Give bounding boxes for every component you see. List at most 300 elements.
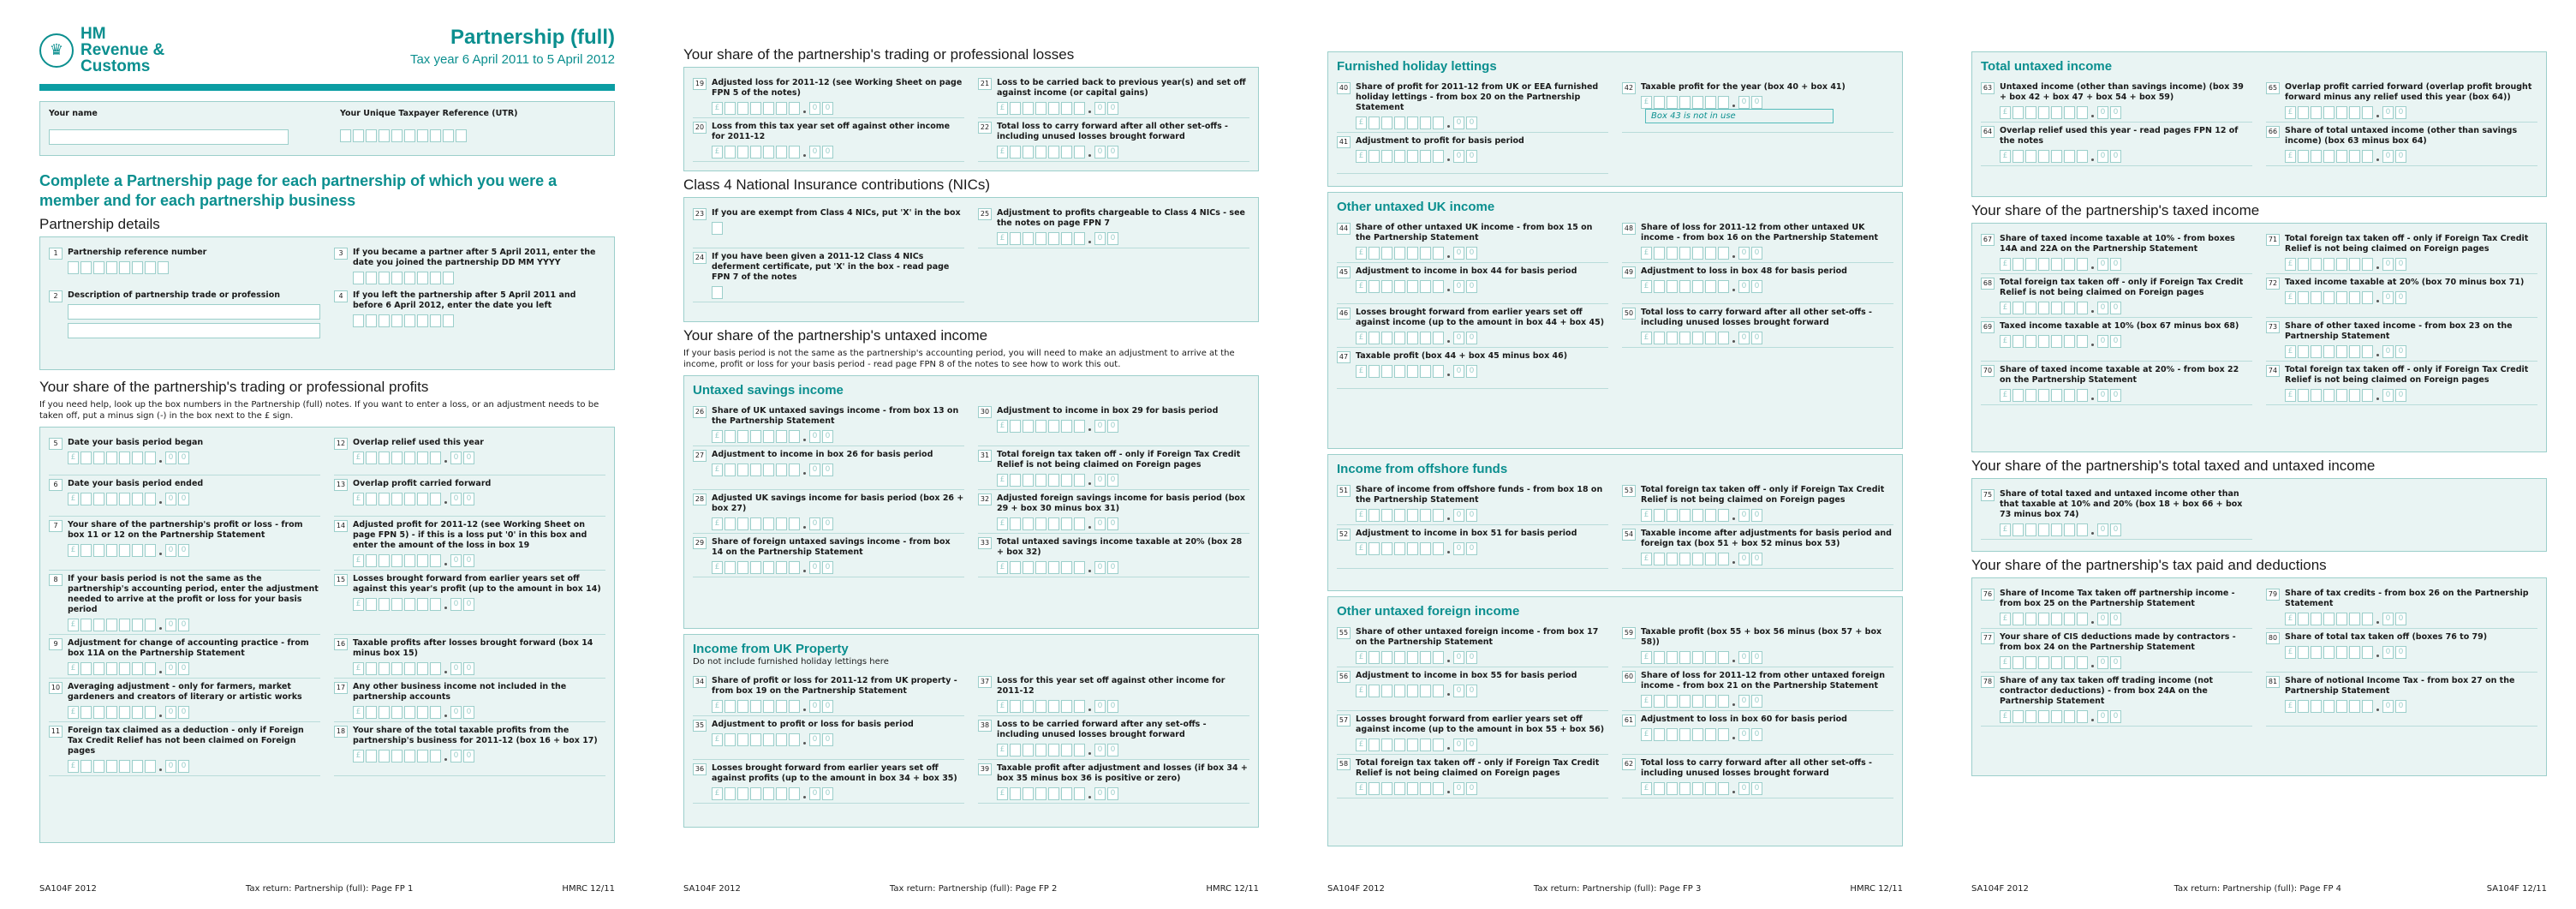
- box-number: 31: [978, 450, 992, 462]
- form-box-70: [1981, 362, 2252, 405]
- amount-input[interactable]: £ 0 0: [2000, 523, 2252, 536]
- form-box-63: [1981, 79, 2252, 123]
- form-box-60: [1622, 667, 1893, 711]
- form-box-37: [978, 673, 1249, 716]
- form-box-67: [1981, 230, 2252, 274]
- footer-left: SA104F 2012: [39, 884, 97, 894]
- amount-input[interactable]: £ 0 0: [2000, 656, 2252, 669]
- box-number: 6: [49, 479, 63, 491]
- amount-input[interactable]: £ 0 0: [68, 706, 320, 719]
- amount-input[interactable]: £ 0 0: [1641, 728, 1847, 741]
- box-number: 37: [978, 676, 992, 688]
- box-label: Total untaxed savings income taxable at 20% (box 28 + box 32): [997, 537, 1243, 557]
- amount-input[interactable]: £ 0 0: [997, 787, 1249, 800]
- box-number: 16: [334, 638, 348, 650]
- amount-input[interactable]: £ 0 0: [353, 452, 484, 464]
- offshore-heading: Income from offshore funds: [1337, 462, 1508, 476]
- amount-input[interactable]: £ 0 0: [712, 733, 914, 746]
- form-box-16: [334, 635, 605, 679]
- box-number: 15: [334, 574, 348, 586]
- box-number: 69: [1981, 321, 1995, 333]
- logo-text: HM Revenue & Customs: [80, 25, 165, 75]
- box-label: Share of total tax taken off (boxes 76 to 79): [2285, 632, 2488, 642]
- box-label: Total foreign tax taken off - only if Foreign Tax Credit Relief is not being claimed on Foreign pages: [2285, 234, 2529, 254]
- form-box-11: [49, 722, 320, 776]
- amount-input[interactable]: £ 0 0: [2000, 389, 2252, 402]
- box-number: 26: [693, 406, 707, 418]
- form-box-49: [1622, 263, 1893, 304]
- taxed-heading: Your share of the partnership's taxed income: [1971, 202, 2260, 218]
- form-box-7: [49, 517, 320, 571]
- amount-input[interactable]: £ 0 0: [712, 430, 964, 443]
- footer-mid: Tax return: Partnership (full): Page FP 1: [245, 884, 414, 894]
- form-box-29: [693, 534, 964, 577]
- box-label: Share of tax credits - from box 26 on the Partnership Statement: [2285, 589, 2529, 608]
- footer-mid: Tax return: Partnership (full): Page FP 4: [2174, 884, 2342, 894]
- both-heading: Your share of the partnership's total taxed and untaxed income: [1971, 457, 2376, 474]
- form-box-74: [2266, 362, 2537, 405]
- form-box-81: [2266, 673, 2537, 727]
- d1-input[interactable]: [68, 261, 206, 274]
- amount-input[interactable]: £ 0 0: [2285, 389, 2537, 402]
- details-heading: Partnership details: [39, 216, 160, 232]
- box-label: Averaging adjustment - only for farmers, market gardeners and creators of literary or artistic works: [68, 682, 302, 702]
- form-box-73: [2266, 318, 2537, 362]
- amount-input[interactable]: £ 0 0: [712, 787, 964, 800]
- box-label: Share of total untaxed income (other than savings income) (box 63 minus box 64): [2285, 126, 2518, 146]
- amount-input[interactable]: £ 0 0: [2285, 345, 2537, 358]
- box-number: 25: [978, 208, 992, 220]
- form-box-53: [1622, 481, 1893, 525]
- box-label: Total foreign tax taken off - only if Foreign Tax Credit Relief is not being claimed on Foreign pages: [2000, 278, 2244, 297]
- footer-right: SA104F 12/11: [2486, 884, 2547, 894]
- amount-input[interactable]: £ 0 0: [712, 561, 964, 574]
- box-label: Share of other untaxed UK income - from box 15 on the Partnership Statement: [1356, 223, 1593, 242]
- amount-input[interactable]: £ 0 0: [353, 493, 491, 505]
- box-label: Losses brought forward from earlier years set off against profits (up to the amount in box 34 + box 35): [712, 763, 957, 783]
- checkbox[interactable]: [712, 222, 723, 235]
- form-box-45: [1337, 263, 1608, 304]
- box-label: Date your basis period began: [68, 438, 204, 447]
- box-label: Foreign tax claimed as a deduction - only if Foreign Tax Credit Relief has not been claimed on Foreign pages: [68, 726, 304, 756]
- amount-input[interactable]: £ 0 0: [1356, 117, 1608, 129]
- page-fp1: ♛ HM Revenue & Customs Partnership (full) Tax year 6 April 2011 to 5 April 2012 Your name Your Unique Taxpayer Reference (UTR) Complete a Partnership page for each partnership of which you were a member and for each partnership business Partnership details 1 Partnership reference number 3 If you became a partner after 5 April 2011, enter the date you joined the partnership DD MM YYYY 2 Description of partnership trade or profession 4 If you left the partnership after 5 April 2011 and before 6 April 2012, enter the date you left Your share of the partnership's trading or professional profits If you need help, look up the box numbers in the Partnership (full) notes. If you want to enter a loss, or an adjustment needs to be taken off, put a minus sign (-) in the box next to the £ sign. 5 Date your basis period began £ 0 0 12 Overlap relief used this year £ 0 0 6 Date your basis period ended £ 0 0 13 Overlap profit carried forward £ 0 0 7 Your share of the partnership's profit or loss - from box 11 or 12 on the Partnership Statement £ 0 0 14 Adjusted profit for 2011-12 (see Working Sheet on page FPN 5) - if this is a loss put '0' in this box and enter the amount of the loss in box 19 £ 0 0 8 If your basis period is not the same as the partnership's accounting period, enter the adjustment needed to arrive at the profit or loss for your basis period £ 0 0 15 Losses brought forward from earlier years set off against this year's profit (up to the amount in box 14) £ 0 0 9 Adjustment for change of accounting practice - from box 11A on the Partnership Statement £ 0 0 16 Taxable profits after losses brought forward (box 14 minus box 15) £ 0 0 10 Averaging adjustment - only for farmers, market gardeners and creators of literary or artistic works £ 0 0 17 Any other business income not included in the partnership accounts £ 0 0 11 Foreign tax claimed as a deduction - only if Foreign Tax Credit Relief has not been claimed on Foreign pages £ 0 0 18 Your share of the total taxable profits from the partnership's business for 2011-12 (box 16 + box 17) £ 0 0 SA104F 2012 Tax return: Partnership (full): Page FP 1 HMRC 12/11: [39, 25, 615, 894]
- form-box-25: [978, 205, 1249, 248]
- box-label: Adjustment to income in box 51 for basis period: [1356, 529, 1577, 538]
- box-number: 80: [2266, 632, 2280, 644]
- box-number: 42: [1622, 82, 1636, 94]
- box-number: 9: [49, 638, 63, 650]
- amount-input[interactable]: £ 0 0: [1641, 651, 1893, 664]
- intro-heading: Complete a Partnership page for each partnership of which you were a member and for each partnership business: [39, 172, 558, 209]
- box-number: 45: [1337, 266, 1351, 278]
- form-box-44: [1337, 219, 1608, 263]
- form-box-5: [49, 434, 320, 475]
- box-label: Total foreign tax taken off - only if Foreign Tax Credit Relief is not being claimed on Foreign pages: [1356, 758, 1600, 778]
- amount-input[interactable]: £ 0 0: [997, 700, 1249, 713]
- box-number: 22: [978, 122, 992, 134]
- box-number: 50: [1622, 308, 1636, 320]
- box-number: 49: [1622, 266, 1636, 278]
- box-label: Taxable profit after adjustment and losses (if box 34 + box 35 minus box 36 is positive or zero): [997, 763, 1248, 783]
- amount-input[interactable]: £ 0 0: [68, 662, 320, 675]
- form-box-27: [693, 446, 964, 490]
- page-fp3: [1288, 0, 1932, 909]
- box-number: 35: [693, 720, 707, 732]
- form-box-36: [693, 760, 964, 804]
- amount-input[interactable]: £ 0 0: [1641, 553, 1893, 565]
- amount-input[interactable]: £ 0 0: [1641, 247, 1893, 260]
- box-number: 63: [1981, 82, 1995, 94]
- amount-input[interactable]: £ 0 0: [712, 146, 964, 158]
- box-label: Share of other untaxed foreign income - from box 17 on the Partnership Statement: [1356, 627, 1599, 647]
- box-number: 27: [693, 450, 707, 462]
- box-number: 8: [49, 574, 63, 586]
- box-number: 21: [978, 78, 992, 90]
- amount-input[interactable]: £ 0 0: [712, 700, 964, 713]
- box-label: Taxed income taxable at 20% (box 70 minus box 71): [2285, 278, 2525, 287]
- amount-input[interactable]: £ 0 0: [2285, 106, 2537, 119]
- amount-input[interactable]: £ 0 0: [997, 744, 1249, 757]
- box-label: Adjusted foreign savings income for basis period (box 29 + box 30 minus box 31): [997, 493, 1246, 513]
- amount-input[interactable]: £ 0 0: [712, 517, 964, 530]
- footer-right: HMRC 12/11: [1850, 884, 1903, 894]
- box-label: Your share of the total taxable profits from the partnership's business for 2011-12 (box 16 + box 17): [353, 726, 598, 745]
- d4-input[interactable]: [353, 314, 605, 327]
- box-number: 56: [1337, 671, 1351, 683]
- box-number: 44: [1337, 223, 1351, 235]
- form-box-62: [1622, 755, 1893, 798]
- box-number: 39: [978, 763, 992, 775]
- footer-left: SA104F 2012: [1971, 884, 2029, 894]
- box-number: 51: [1337, 485, 1351, 497]
- amount-input[interactable]: £ 0 0: [997, 517, 1249, 530]
- box-number: 65: [2266, 82, 2280, 94]
- amount-input[interactable]: £ 0 0: [1356, 509, 1608, 522]
- amount-input[interactable]: £ 0 0: [2285, 150, 2537, 163]
- d3-input[interactable]: [353, 272, 605, 284]
- box-number: 62: [1622, 758, 1636, 770]
- form-box-34: [693, 673, 964, 716]
- box-label: Adjustment to income in box 44 for basis period: [1356, 266, 1577, 276]
- form-box-30: [978, 403, 1249, 446]
- box-label: Your share of CIS deductions made by contractors - from box 24 on the Partnership Statement: [2000, 632, 2236, 652]
- form-box-23: [693, 205, 964, 248]
- footer-left: SA104F 2012: [1327, 884, 1385, 894]
- losses-heading: Your share of the partnership's trading or professional losses: [683, 46, 1075, 63]
- tax-year: Tax year 6 April 2011 to 5 April 2012: [409, 52, 615, 67]
- box-number: 64: [1981, 126, 1995, 138]
- box-label: Total loss to carry forward after all other set-offs - including unused losses brought forward: [997, 122, 1228, 141]
- box-label: Overlap profit carried forward: [353, 479, 492, 488]
- amount-input[interactable]: £ 0 0: [68, 544, 320, 557]
- form-title: Partnership (full): [450, 26, 615, 49]
- form-box-50: [1622, 304, 1893, 348]
- amount-input[interactable]: £ 0 0: [2000, 613, 2252, 625]
- amount-input[interactable]: £ 0 0: [1356, 365, 1567, 378]
- box-number: 61: [1622, 715, 1636, 727]
- box-label: Adjustment to loss in box 48 for basis period: [1641, 266, 1847, 276]
- d2-label: Description of partnership trade or profession: [68, 290, 280, 300]
- form-box-58: [1337, 755, 1608, 798]
- form-box-47: [1337, 348, 1608, 389]
- d3-label: If you became a partner after 5 April 2011, enter the date you joined the partnership DD MM YYYY: [353, 248, 596, 267]
- amount-input[interactable]: £ 0 0: [712, 102, 964, 115]
- amount-input[interactable]: £ 0 0: [997, 232, 1249, 245]
- form-box-55: [1337, 624, 1608, 667]
- form-box-46: [1337, 304, 1608, 348]
- amount-input[interactable]: £ 0 0: [997, 474, 1249, 487]
- amount-input[interactable]: £ 0 0: [68, 760, 320, 773]
- name-label: Your name: [49, 109, 98, 118]
- form-box-13: [334, 475, 605, 517]
- amount-input[interactable]: £ 0 0: [2285, 646, 2487, 659]
- box-label: Overlap relief used this year: [353, 438, 484, 447]
- footer-mid: Tax return: Partnership (full): Page FP 3: [1533, 884, 1702, 894]
- amount-input[interactable]: £ 0 0: [2285, 258, 2537, 271]
- amount-input[interactable]: £ 0 0: [997, 146, 1249, 158]
- box-label: Share of Income Tax taken off partnership income - from box 25 on the Partnership Statement: [2000, 589, 2235, 608]
- form-box-21: [978, 75, 1249, 118]
- amount-input[interactable]: £ 0 0: [1356, 150, 1524, 163]
- box-number: 59: [1622, 627, 1636, 639]
- box-number: 71: [2266, 234, 2280, 246]
- box-label: Total foreign tax taken off - only if Foreign Tax Credit Relief is not being claimed on Foreign pages: [997, 450, 1241, 469]
- amount-input[interactable]: £ 0 0: [1356, 685, 1577, 697]
- box-label: Overlap relief used this year - read pages FPN 12 of the notes: [2000, 126, 2239, 146]
- crown-icon: ♛: [39, 33, 74, 68]
- footer-right: HMRC 12/11: [562, 884, 615, 894]
- box-number: 12: [334, 438, 348, 450]
- box-label: Total foreign tax taken off - only if Foreign Tax Credit Relief is not being claimed on Foreign pages: [2285, 365, 2529, 385]
- box-label: Taxable income after adjustments for basis period and foreign tax (box 51 + box 52 minus box 53): [1641, 529, 1892, 548]
- foreign-heading: Other untaxed foreign income: [1337, 604, 1520, 619]
- form-box-77: [1981, 629, 2252, 673]
- amount-input[interactable]: £ 0 0: [2000, 258, 2252, 271]
- amount-input[interactable]: £ 0 0: [2000, 302, 2252, 314]
- box-label: Losses brought forward from earlier years set off against this year's profit (up to the amount in box 14): [353, 574, 601, 594]
- footer-mid: Tax return: Partnership (full): Page FP 2: [889, 884, 1058, 894]
- amount-input[interactable]: £ 0 0: [2000, 710, 2252, 723]
- box-number: 76: [1981, 589, 1995, 601]
- box-label: Total foreign tax taken off - only if Foreign Tax Credit Relief is not being claimed on Foreign pages: [1641, 485, 1885, 505]
- box-label: Share of foreign untaxed savings income - from box 14 on the Partnership Statement: [712, 537, 951, 557]
- box-label: Share of UK untaxed savings income - from box 13 on the Partnership Statement: [712, 406, 959, 426]
- form-box-59: [1622, 624, 1893, 667]
- amount-input[interactable]: £ 0 0: [68, 493, 203, 505]
- nic-heading: Class 4 National Insurance contributions (NICs): [683, 176, 991, 193]
- form-box-61: [1622, 711, 1893, 755]
- box-number: 41: [1337, 136, 1351, 148]
- amount-input[interactable]: £ 0 0: [353, 662, 605, 675]
- footer-right: HMRC 12/11: [1206, 884, 1259, 894]
- box-label: Share of notional Income Tax - from box 27 on the Partnership Statement: [2285, 676, 2515, 696]
- form-box-17: [334, 679, 605, 722]
- box-number: 17: [334, 682, 348, 694]
- box-label: Date your basis period ended: [68, 479, 204, 488]
- box-label: Share of other taxed income - from box 23 on the Partnership Statement: [2285, 321, 2513, 341]
- box-label: Share of taxed income taxable at 10% - from boxes 14A and 22A on the Partnership Statement: [2000, 234, 2235, 254]
- form-box-69: [1981, 318, 2252, 362]
- amount-input[interactable]: £ 0 0: [2285, 291, 2524, 304]
- box-label: If you are exempt from Class 4 NICs, put 'X' in the box: [712, 208, 961, 218]
- box-label: Taxable profits after losses brought forward (box 14 minus box 15): [353, 638, 593, 658]
- amount-input[interactable]: £ 0 0: [1356, 739, 1608, 751]
- checkbox[interactable]: [712, 286, 723, 299]
- amount-input[interactable]: £ 0 0: [712, 463, 933, 476]
- form-box-80: [2266, 629, 2537, 673]
- amount-input[interactable]: £ 0 0: [2000, 150, 2252, 163]
- amount-input[interactable]: £ 0 0: [353, 750, 605, 762]
- amount-input[interactable]: £ 0 0: [1356, 332, 1608, 344]
- form-box-40: [1337, 79, 1608, 133]
- box-number: 19: [693, 78, 707, 90]
- amount-input[interactable]: £ 0 0: [1356, 280, 1577, 293]
- amount-input[interactable]: £ 0 0: [1641, 280, 1847, 293]
- form-box-9: [49, 635, 320, 679]
- form-box-41: [1337, 133, 1608, 174]
- box-number: 24: [693, 252, 707, 264]
- d2-input[interactable]: [68, 304, 320, 320]
- box-label: Share of any tax taken off trading income (not contractor deductions) - from box 24A on the Partnership Statement: [2000, 676, 2214, 706]
- box-label: Adjustment to income in box 29 for basis period: [997, 406, 1219, 416]
- amount-input[interactable]: £ 0 0: [1641, 782, 1893, 795]
- form-box-52: [1337, 525, 1608, 569]
- box-number: 14: [334, 520, 348, 532]
- untaxed-heading: Your share of the partnership's untaxed income: [683, 327, 988, 344]
- amount-input[interactable]: £ 0 0: [1356, 542, 1577, 555]
- uk-heading: Other untaxed UK income: [1337, 200, 1495, 214]
- amount-input[interactable]: £ 0 0: [1356, 782, 1608, 795]
- form-box-64: [1981, 123, 2252, 166]
- form-box-28: [693, 490, 964, 534]
- amount-input[interactable]: £ 0 0: [353, 598, 605, 611]
- box-label: If your basis period is not the same as the partnership's accounting period, enter the adjustment needed to arrive at the profit or loss for your basis period: [68, 574, 319, 614]
- form-box-10: [49, 679, 320, 722]
- form-box-56: [1337, 667, 1608, 711]
- box-number: 48: [1622, 223, 1636, 235]
- amount-input[interactable]: £ 0 0: [2285, 700, 2537, 713]
- box-label: Adjustment to income in box 26 for basis period: [712, 450, 933, 459]
- form-box-31: [978, 446, 1249, 490]
- box-number: 70: [1981, 365, 1995, 377]
- box-label: Adjustment to profit for basis period: [1356, 136, 1524, 146]
- box-label: Share of income from offshore funds - from box 18 on the Partnership Statement: [1356, 485, 1603, 505]
- amount-input[interactable]: £ 0 0: [1641, 509, 1893, 522]
- amount-input[interactable]: £ 0 0: [997, 102, 1249, 115]
- box-number: 13: [334, 479, 348, 491]
- box-number: 29: [693, 537, 707, 549]
- paid-heading: Your share of the partnership's tax paid and deductions: [1971, 557, 2327, 573]
- form-box-35: [693, 716, 964, 760]
- amount-input[interactable]: £ 0 0: [997, 420, 1218, 433]
- box-label: Taxable profit (box 55 + box 56 minus (box 57 + box 58)): [1641, 627, 1882, 647]
- box-label: Overlap profit carried forward (overlap profit brought forward minus any relief used this year (box 64)): [2285, 82, 2532, 102]
- box-number: 58: [1337, 758, 1351, 770]
- box-number: 52: [1337, 529, 1351, 541]
- form-box-18: [334, 722, 605, 776]
- box-number: 54: [1622, 529, 1636, 541]
- amount-input[interactable]: £ 0 0: [68, 619, 320, 631]
- box-label: If you have been given a 2011-12 Class 4 NICs deferment certificate, put 'X' in the box - read page FPN 7 of the notes: [712, 252, 950, 282]
- box-number: 73: [2266, 321, 2280, 333]
- box-label: Share of loss for 2011-12 from other untaxed foreign income - from box 21 on the Partnership Statement: [1641, 671, 1885, 691]
- box-label: Share of taxed income taxable at 20% - from box 22 on the Partnership Statement: [2000, 365, 2239, 385]
- form-box-76: [1981, 585, 2252, 629]
- box-label: Share of loss for 2011-12 from other untaxed UK income - from box 16 on the Partnership Statement: [1641, 223, 1879, 242]
- amount-input[interactable]: £ 0 0: [997, 561, 1249, 574]
- amount-input[interactable]: £ 0 0: [1641, 695, 1893, 708]
- hmrc-logo: [39, 26, 175, 75]
- box-label: Adjusted profit for 2011-12 (see Working Sheet on page FPN 5) - if this is a loss put '0' in this box and enter the amount of the loss in box 19: [353, 520, 587, 550]
- form-box-57: [1337, 711, 1608, 755]
- box-number: 7: [49, 520, 63, 532]
- form-box-26: [693, 403, 964, 446]
- name-input[interactable]: [49, 129, 289, 145]
- box-label: Adjustment to income in box 55 for basis period: [1356, 671, 1577, 680]
- box-number: 79: [2266, 589, 2280, 601]
- box-label: Share of total taxed and untaxed income other than that taxable at 10% and 20% (box 18 + box 66 + box 73 minus box 74): [2000, 489, 2243, 519]
- amount-input[interactable]: £ 0 0: [353, 554, 605, 567]
- amount-input[interactable]: £ 0 0: [2000, 335, 2239, 348]
- amount-input[interactable]: £ 0 0: [68, 452, 203, 464]
- footer-left: SA104F 2012: [683, 884, 741, 894]
- form-box-68: [1981, 274, 2252, 318]
- box-label: Adjusted loss for 2011-12 (see Working Sheet on page FPN 5 of the notes): [712, 78, 963, 98]
- box43-note: Box 43 is not in use: [1645, 109, 1834, 123]
- amount-input[interactable]: £ 0 0: [1356, 651, 1608, 664]
- utr-input[interactable]: [340, 129, 517, 142]
- box-number: 20: [693, 122, 707, 134]
- box-label: Adjustment to profits chargeable to Class 4 NICs - see the notes on page FPN 7: [997, 208, 1245, 228]
- form-box-15: [334, 571, 605, 635]
- box-number: 77: [1981, 632, 1995, 644]
- box-number: 57: [1337, 715, 1351, 727]
- form-box-54: [1622, 525, 1893, 569]
- box-number: 75: [1981, 489, 1995, 501]
- form-box-79: [2266, 585, 2537, 629]
- box-label: Loss to be carried forward after any set-offs - including unused losses brought forward: [997, 720, 1207, 739]
- form-box-51: [1337, 481, 1608, 525]
- amount-input[interactable]: £ 0 0: [1641, 332, 1893, 344]
- property-note: Do not include furnished holiday lettings here: [693, 657, 889, 667]
- box-number: 34: [693, 676, 707, 688]
- box-number: 66: [2266, 126, 2280, 138]
- amount-input[interactable]: £ 0 0: [1641, 96, 1846, 109]
- box-label: Adjustment for change of accounting practice - from box 11A on the Partnership Statement: [68, 638, 309, 658]
- box-label: Losses brought forward from earlier years set off against income (up to the amount in box 44 + box 45): [1356, 308, 1605, 327]
- box-number: 46: [1337, 308, 1351, 320]
- form-box-6: [49, 475, 320, 517]
- form-box-38: [978, 716, 1249, 760]
- property-heading: Income from UK Property: [693, 642, 849, 656]
- box-number: 23: [693, 208, 707, 220]
- d2-input-2[interactable]: [68, 323, 320, 338]
- form-box-14: [334, 517, 605, 571]
- box-label: Share of profit or loss for 2011-12 from UK property - from box 19 on the Partnership Statement: [712, 676, 957, 696]
- amount-input[interactable]: £ 0 0: [353, 706, 605, 719]
- box-label: Untaxed income (other than savings income) (box 39 + box 42 + box 47 + box 54 + box 59): [2000, 82, 2244, 102]
- form-box-39: [978, 760, 1249, 804]
- box-number: 32: [978, 493, 992, 505]
- box-number: 5: [49, 438, 63, 450]
- box-number: 38: [978, 720, 992, 732]
- box-number: 74: [2266, 365, 2280, 377]
- amount-input[interactable]: £ 0 0: [1356, 247, 1608, 260]
- amount-input[interactable]: £ 0 0: [2000, 106, 2252, 119]
- amount-input[interactable]: £ 0 0: [2285, 613, 2537, 625]
- form-box-71: [2266, 230, 2537, 274]
